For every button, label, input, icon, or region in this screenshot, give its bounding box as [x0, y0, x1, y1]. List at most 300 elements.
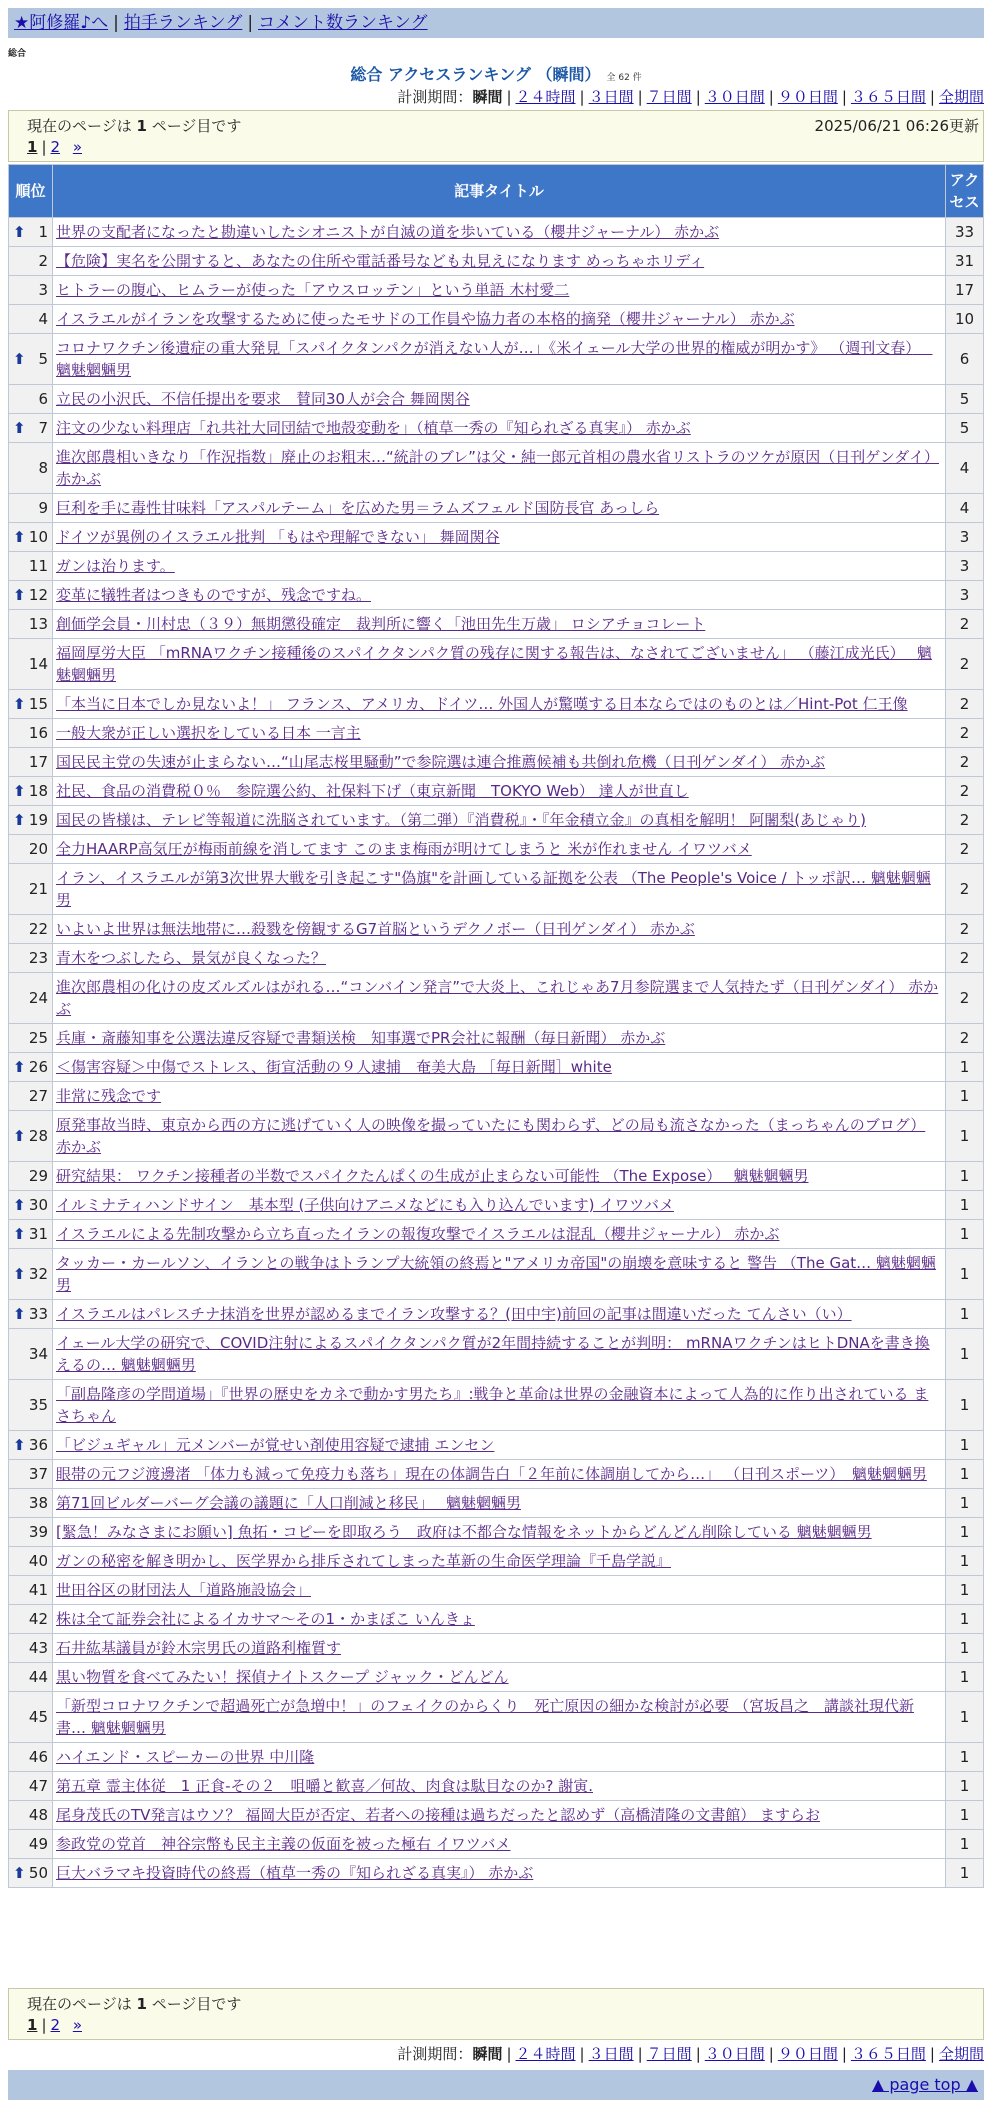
period-current: 瞬間 [472, 88, 503, 106]
article-title-link[interactable]: [緊急！みなさまにお願い] 魚拓・コピーを即取ろう 政府は不都合な情報をネットからどんどん削除している 魑魅魍魎男 [56, 1523, 872, 1541]
rank-number: 29 [28, 1167, 48, 1185]
title-cell [53, 1249, 946, 1300]
ranking-row [9, 610, 984, 639]
ranking-row [9, 944, 984, 973]
period-separator: | [637, 88, 643, 106]
rank-number: 22 [28, 920, 48, 938]
access-count: 2 [946, 748, 984, 777]
article-title-link[interactable]: 石井紘基議員が鈴木宗男氏の道路利権質す [56, 1639, 342, 1657]
title-cell [53, 1460, 946, 1489]
ranking-row [9, 1547, 984, 1576]
title-cell [53, 334, 946, 385]
article-title-link[interactable]: ガンの秘密を解き明かし、医学界から排斥されてしまった革新の生命医学理論『千島学説』 [56, 1552, 672, 1570]
rank-cell [9, 1249, 53, 1300]
rank-number: 46 [28, 1748, 48, 1766]
article-title-link[interactable]: ドイツが異例のイスラエル批判 「もはや理解できない」 舞岡関谷 [56, 528, 500, 546]
title-cell [53, 1663, 946, 1692]
updated-timestamp: 2025/06/21 06:26更新 [814, 117, 979, 135]
rank-cell [9, 523, 53, 552]
article-title-link[interactable]: 第71回ビルダーバーグ会議の議題に「人口削減と移民」 魑魅魍魎男 [56, 1494, 522, 1512]
title-cell [53, 1547, 946, 1576]
rank-number: 8 [38, 459, 48, 477]
rank-cell [9, 1830, 53, 1859]
rank-number: 39 [28, 1523, 48, 1541]
access-count: 4 [946, 443, 984, 494]
article-title-link[interactable]: イェール大学の研究で、COVID注射によるスパイクタンパク質が2年間持続することが判明： mRNAワクチンはヒトDNAを書き換えるの… 魑魅魍魎男 [56, 1334, 930, 1374]
article-title-link[interactable]: 第五章 霊主体従 1 正食-その２ 咀嚼と歓喜／何故、肉食は駄目なのか? 謝寅. [56, 1777, 593, 1795]
title-cell [53, 1380, 946, 1431]
rank-number: 32 [28, 1265, 48, 1283]
ranking-row [9, 1300, 984, 1329]
access-count: 2 [946, 973, 984, 1024]
access-count: 6 [946, 334, 984, 385]
period-option-link[interactable]: ９０日間 [777, 88, 838, 106]
rank-cell [9, 1162, 53, 1191]
article-title-link[interactable]: 巨大バラマキ投資時代の終焉（植草一秀の『知られざる真実』） 赤かぶ [56, 1864, 534, 1882]
rank-number: 7 [38, 419, 48, 437]
page-link[interactable]: 2 [50, 138, 61, 156]
up-arrow-icon: ⬆ [13, 350, 26, 368]
access-count: 1 [946, 1605, 984, 1634]
period-option-link[interactable]: ７日間 [646, 2045, 692, 2063]
period-option-link[interactable]: ３０日間 [704, 2045, 765, 2063]
rank-number: 47 [28, 1777, 48, 1795]
rank-number: 6 [38, 390, 48, 408]
access-count: 3 [946, 523, 984, 552]
up-arrow-icon: ⬆ [13, 1265, 26, 1283]
article-title-link[interactable]: ハイエンド・スピーカーの世界 中川隆 [56, 1748, 315, 1766]
rank-cell [9, 1801, 53, 1830]
article-title-link[interactable]: 眼帯の元フジ渡邊渚 「体力も減って免疫力も落ち」現在の体調告白「２年前に体調崩してから…」 （日刊スポーツ） 魑魅魍魎男 [56, 1465, 927, 1483]
period-option-link[interactable]: ３日間 [588, 88, 634, 106]
rank-number: 25 [28, 1029, 48, 1047]
current-page-prefix: 現在のページは [27, 1995, 132, 2013]
rank-number: 28 [28, 1127, 48, 1145]
title-cell [53, 305, 946, 334]
ranking-title: 総合 アクセスランキング （瞬間） [350, 65, 601, 84]
article-title-link[interactable]: イラン、イスラエルが第3次世界大戦を引き起こす"偽旗"を計画している証拠を公表 （The People's Voice / トッポ訳… 魑魅魍魎男 [56, 869, 931, 909]
up-arrow-icon: ⬆ [13, 1436, 26, 1454]
rank-cell [9, 1663, 53, 1692]
nav-separator: | [113, 13, 119, 33]
rank-cell [9, 1576, 53, 1605]
ranking-row [9, 1249, 984, 1300]
title-cell [53, 1329, 946, 1380]
title-cell [53, 247, 946, 276]
access-count: 31 [946, 247, 984, 276]
applause-ranking-link[interactable]: 拍手ランキング [123, 13, 243, 33]
title-cell [53, 276, 946, 305]
access-count: 2 [946, 1024, 984, 1053]
rank-number: 2 [38, 252, 48, 270]
rank-number: 1 [38, 223, 48, 241]
article-title-link[interactable]: 非常に残念です [56, 1087, 162, 1105]
period-separator: | [579, 88, 585, 106]
ranking-row [9, 1859, 984, 1888]
title-header: 記事タイトル [53, 165, 946, 218]
article-title-link[interactable]: 原発事故当時、東京から西の方に逃げていく人の映像を撮っていたにも関わらず、どの局も流さなかった（まっちゃんのブログ） 赤かぶ [56, 1116, 926, 1156]
access-count: 1 [946, 1082, 984, 1111]
page-separator [64, 138, 69, 156]
rank-cell [9, 1634, 53, 1663]
rank-number: 30 [28, 1196, 48, 1214]
article-title-link[interactable]: タッカー・カールソン、イランとの戦争はトランプ大統領の終焉と"アメリカ帝国"の崩壊を意味すると 警告 （The Gat… 魑魅魍魎男 [56, 1254, 936, 1294]
up-arrow-icon: ⬆ [13, 695, 26, 713]
ranking-row [9, 523, 984, 552]
period-option-link[interactable]: ２４時間 [515, 2045, 576, 2063]
article-title-link[interactable]: 注文の少ない料理店「れ共社大同団結で地殻変動を」（植草一秀の『知られざる真実』） 赤かぶ [56, 419, 691, 437]
current-page-number: 1 [136, 1995, 147, 2013]
next-page-link[interactable]: » [72, 2016, 83, 2034]
total-count: 全 62 件 [606, 73, 642, 83]
period-option-link[interactable]: ３日間 [588, 2045, 634, 2063]
ranking-row [9, 414, 984, 443]
article-title-link[interactable]: 尾身茂氏のTV発言はウソ？ 福岡大臣が否定、若者への接種は過ちだったと認めず（高橋清隆の文書館） ますらお [56, 1806, 820, 1824]
ranking-row [9, 1518, 984, 1547]
article-title-link[interactable]: 進次郎農相の化けの皮ズルズルはがれる…“コンバイン発言”で大炎上、これじゃあ7月参院選まで人気持たず（日刊ゲンダイ） 赤かぶ [56, 978, 939, 1018]
ranking-table [8, 164, 984, 1888]
ranking-row [9, 1663, 984, 1692]
period-separator: | [841, 88, 847, 106]
access-count: 1 [946, 1859, 984, 1888]
title-cell [53, 1830, 946, 1859]
title-cell [53, 1111, 946, 1162]
access-count: 1 [946, 1220, 984, 1249]
ranking-row [9, 581, 984, 610]
rank-number: 42 [28, 1610, 48, 1628]
page-separator: | [41, 138, 47, 156]
access-count: 2 [946, 806, 984, 835]
page-link[interactable]: 2 [50, 2016, 61, 2034]
rank-cell [9, 1300, 53, 1329]
article-title-link[interactable]: 世田谷区の財団法人「道路施設協会」 [56, 1581, 312, 1599]
ranking-row [9, 806, 984, 835]
article-title-link[interactable]: 国民の皆様は、テレビ等報道に洗脳されています。（第二弾）『消費税』・『年金積立金』の真相を解明！ 阿闍梨(あじゃり) [56, 811, 866, 829]
rank-number: 43 [28, 1639, 48, 1657]
article-title-link[interactable]: イスラエルがイランを攻撃するために使ったモサドの工作員や協力者の本格的摘発（櫻井ジャーナル） 赤かぶ [56, 310, 795, 328]
title-cell [53, 806, 946, 835]
title-cell [53, 690, 946, 719]
period-selector [397, 86, 984, 107]
ranking-row [9, 1431, 984, 1460]
ranking-row [9, 690, 984, 719]
rank-number: 16 [28, 724, 48, 742]
access-count: 1 [946, 1692, 984, 1743]
rank-cell [9, 777, 53, 806]
rank-number: 24 [28, 989, 48, 1007]
page-top-link[interactable]: ▲ page top ▲ [871, 2075, 978, 2094]
access-count: 1 [946, 1053, 984, 1082]
title-cell [53, 973, 946, 1024]
rank-cell [9, 1191, 53, 1220]
rank-cell [9, 581, 53, 610]
rank-cell [9, 1692, 53, 1743]
access-count: 2 [946, 719, 984, 748]
rank-cell [9, 806, 53, 835]
period-option-link[interactable]: 全期間 [938, 2045, 984, 2063]
rank-number: 9 [38, 499, 48, 517]
article-title-link[interactable]: 「ビジュギャル」元メンバーが覚せい剤使用容疑で逮捕 エンセン [56, 1436, 495, 1454]
rank-cell [9, 610, 53, 639]
period-separator: | [929, 88, 935, 106]
article-title-link[interactable]: 「新型コロナワクチンで超過死亡が急増中！」のフェイクのからくり 死亡原因の細かな検討が必要 （宮坂昌之 講談社現代新書… 魑魅魍魎男 [56, 1697, 914, 1737]
title-cell [53, 552, 946, 581]
rank-cell [9, 443, 53, 494]
title-cell [53, 1024, 946, 1053]
access-count: 1 [946, 1300, 984, 1329]
rank-cell [9, 1743, 53, 1772]
rank-number: 40 [28, 1552, 48, 1570]
rank-cell [9, 494, 53, 523]
title-cell [53, 1053, 946, 1082]
article-title-link[interactable]: 世界の支配者になったと勘違いしたシオニストが自滅の道を歩いている（櫻井ジャーナル） 赤かぶ [56, 223, 720, 241]
rank-number: 12 [28, 586, 48, 604]
rank-cell [9, 639, 53, 690]
title-cell [53, 385, 946, 414]
title-cell [53, 835, 946, 864]
ranking-row [9, 1772, 984, 1801]
up-arrow-icon: ⬆ [13, 528, 26, 546]
article-title-link[interactable]: 変革に犠牲者はつきものですが、残念ですね。 [56, 586, 372, 604]
title-cell [53, 639, 946, 690]
article-title-link[interactable]: 福岡厚労大臣 「mRNAワクチン接種後のスパイクタンパク質の残存に関する報告は、なされてございません」 （藤江成光氏） 魑魅魍魎男 [56, 644, 932, 684]
access-count: 1 [946, 1191, 984, 1220]
rank-number: 4 [38, 310, 48, 328]
ranking-row [9, 443, 984, 494]
ranking-row [9, 385, 984, 414]
table-header-row [9, 165, 984, 218]
current-page-text [27, 1993, 241, 2014]
article-title-link[interactable]: 一般大衆が正しい選択をしている日本 一言主 [56, 724, 361, 742]
access-count: 3 [946, 581, 984, 610]
article-title-link[interactable]: 社民、食品の消費税０％ 参院選公約、社保料下げ（東京新聞 TOKYO Web） 達人が世直し [56, 782, 689, 800]
access-count: 5 [946, 414, 984, 443]
title-cell [53, 748, 946, 777]
ranking-row [9, 494, 984, 523]
rank-cell [9, 973, 53, 1024]
nav-separator: | [247, 13, 254, 33]
rank-number: 15 [28, 695, 48, 713]
access-count: 33 [946, 218, 984, 247]
period-option-link[interactable]: 全期間 [938, 88, 984, 106]
rank-cell [9, 748, 53, 777]
period-separator: | [768, 88, 774, 106]
access-count: 2 [946, 944, 984, 973]
ranking-row [9, 1024, 984, 1053]
article-title-link[interactable]: ガンは治ります。 [56, 557, 175, 575]
rank-cell [9, 1380, 53, 1431]
article-title-link[interactable]: 「副島隆彦の学問道場」『世界の歴史をカネで動かす男たち』:戦争と革命は世界の金融資本によって人為的に作り出されている まさちゃん [56, 1385, 929, 1425]
article-title-link[interactable]: 巨利を手に毒性甘味料「アスパルテーム」を広めた男＝ラムズフェルド国防長官 あっしら [56, 499, 660, 517]
access-count: 1 [946, 1743, 984, 1772]
ranking-row [9, 552, 984, 581]
rank-number: 34 [28, 1345, 48, 1363]
current-page-prefix: 現在のページは [27, 117, 132, 135]
article-title-link[interactable]: イルミナティハンドサイン 基本型 (子供向けアニメなどにも入り込んでいます) イワツバメ [56, 1196, 674, 1214]
rank-number: 26 [28, 1058, 48, 1076]
article-title-link[interactable]: 進次郎農相いきなり「作況指数」廃止のお粗末…“統計のブレ”は父・純一郎元首相の農水省リストラのツケが原因（日刊ゲンダイ） 赤かぶ [56, 448, 939, 488]
ranking-row [9, 915, 984, 944]
rank-number: 10 [28, 528, 48, 546]
period-option-link[interactable]: ９０日間 [777, 2045, 838, 2063]
rank-cell [9, 414, 53, 443]
access-count: 1 [946, 1634, 984, 1663]
rank-cell [9, 1518, 53, 1547]
access-count: 5 [946, 385, 984, 414]
article-title-link[interactable]: イスラエルによる先制攻撃から立ち直ったイランの報復攻撃でイスラエルは混乱（櫻井ジャーナル） 赤かぶ [56, 1225, 780, 1243]
article-title-link[interactable]: 立民の小沢氏、不信任提出を要求 賛同30人が会合 舞岡関谷 [56, 390, 470, 408]
article-title-link[interactable]: 参政党の党首 神谷宗幣も民主主義の仮面を被った極右 イワツバメ [56, 1835, 511, 1853]
access-count: 1 [946, 1772, 984, 1801]
article-title-link[interactable]: 【危険】実名を公開すると、あなたの住所や電話番号なども丸見えになります めっちゃホリディ [56, 252, 705, 270]
period-option-link[interactable]: ３６５日間 [850, 88, 926, 106]
ranking-row [9, 1743, 984, 1772]
rank-number: 11 [28, 557, 48, 575]
up-arrow-icon: ⬆ [13, 1058, 26, 1076]
title-cell [53, 218, 946, 247]
ranking-row [9, 1460, 984, 1489]
period-option-link[interactable]: ３０日間 [704, 88, 765, 106]
rank-cell [9, 719, 53, 748]
title-cell [53, 443, 946, 494]
up-arrow-icon: ⬆ [13, 586, 26, 604]
period-label: 計測期間： [397, 2045, 473, 2063]
up-arrow-icon: ⬆ [13, 1127, 26, 1145]
article-title-link[interactable]: 青木をつぶしたら、景気が良くなった？ [56, 949, 327, 967]
rank-cell [9, 1489, 53, 1518]
access-count: 10 [946, 305, 984, 334]
ranking-row [9, 1830, 984, 1859]
up-arrow-icon: ⬆ [13, 223, 26, 241]
rank-number: 36 [28, 1436, 48, 1454]
access-count: 1 [946, 1801, 984, 1830]
rank-cell [9, 305, 53, 334]
page-links [27, 138, 82, 156]
rank-number: 49 [28, 1835, 48, 1853]
period-separator: | [695, 2045, 701, 2063]
home-link[interactable]: ★阿修羅♪へ [14, 13, 109, 33]
title-cell [53, 581, 946, 610]
ranking-row [9, 1605, 984, 1634]
article-title-link[interactable]: 創価学会員・川村忠（３９）無期懲役確定 裁判所に響く「池田先生万歳」 ロシアチョコレート [56, 615, 706, 633]
ranking-row [9, 276, 984, 305]
title-cell [53, 777, 946, 806]
period-option-link[interactable]: ３６５日間 [850, 2045, 926, 2063]
access-count: 1 [946, 1162, 984, 1191]
next-page-link[interactable]: » [72, 138, 83, 156]
comment-ranking-link[interactable]: コメント数ランキング [258, 13, 428, 33]
period-selector-bottom [397, 2043, 984, 2064]
article-title-link[interactable]: コロナワクチン後遺症の重大発見「スパイクタンパクが消えない人が…」《米イェール大学の世界的権威が明かす》 （週刊文春） 魑魅魍魎男 [56, 339, 933, 379]
ranking-row [9, 1220, 984, 1249]
title-cell [53, 915, 946, 944]
current-page-text [27, 115, 241, 136]
rank-number: 44 [28, 1668, 48, 1686]
article-title-link[interactable]: 黒い物質を食べてみたい！探偵ナイトスクープ ジャック・どんどん [56, 1668, 509, 1686]
ranking-row [9, 973, 984, 1024]
rank-number: 38 [28, 1494, 48, 1512]
article-title-link[interactable]: 「本当に日本でしか見ないよ！」 フランス、アメリカ、ドイツ… 外国人が驚嘆する日本ならではのものとは／Hint-Pot 仁王像 [56, 695, 908, 713]
article-title-link[interactable]: ＜傷害容疑＞中傷でストレス、街宣活動の９人逮捕 奄美大島 ［毎日新聞］white [56, 1058, 612, 1076]
access-count: 1 [946, 1576, 984, 1605]
current-page-number: 1 [136, 117, 147, 135]
ranking-row [9, 639, 984, 690]
access-count: 1 [946, 1460, 984, 1489]
rank-number: 21 [28, 880, 48, 898]
rank-cell [9, 1431, 53, 1460]
period-separator: | [841, 2045, 847, 2063]
article-title-link[interactable]: イスラエルはパレスチナ抹消を世界が認めるまでイラン攻撃する？(田中宇)前回の記事は間違いだった てんさい（い） [56, 1305, 852, 1323]
rank-cell [9, 690, 53, 719]
access-count: 1 [946, 1329, 984, 1380]
title-cell [53, 1743, 946, 1772]
pager-box-bottom [8, 1988, 984, 2040]
article-title-link[interactable]: いよいよ世界は無法地帯に…殺戮を傍観するG7首脳というデクノボー（日刊ゲンダイ） 赤かぶ [56, 920, 695, 938]
period-separator: | [768, 2045, 774, 2063]
up-arrow-icon: ⬆ [13, 811, 26, 829]
article-title-link[interactable]: 研究結果： ワクチン接種者の半数でスパイクたんぱくの生成が止まらない可能性 （The Expose） 魑魅魍魎男 [56, 1167, 809, 1185]
period-separator: | [695, 88, 701, 106]
title-cell [53, 1634, 946, 1663]
rank-cell [9, 1547, 53, 1576]
access-header: アクセス [946, 165, 984, 218]
pager-box [8, 110, 984, 162]
period-separator: | [929, 2045, 935, 2063]
rank-number: 27 [28, 1087, 48, 1105]
current-page-suffix: ページ目です [151, 1995, 242, 2013]
page-current: 1 [27, 2016, 38, 2034]
access-count: 2 [946, 639, 984, 690]
access-count: 2 [946, 777, 984, 806]
up-arrow-icon: ⬆ [13, 419, 26, 437]
title-cell [53, 864, 946, 915]
article-title-link[interactable]: ヒトラーの腹心、ヒムラーが使った「アウスロッテン」という単語 木村愛二 [56, 281, 570, 299]
top-nav-bar [8, 8, 984, 38]
rank-number: 48 [28, 1806, 48, 1824]
rank-cell [9, 1772, 53, 1801]
title-cell [53, 1489, 946, 1518]
title-cell [53, 610, 946, 639]
ranking-row [9, 719, 984, 748]
ranking-row [9, 1801, 984, 1830]
period-option-link[interactable]: ７日間 [646, 88, 692, 106]
ranking-row [9, 334, 984, 385]
title-cell [53, 1801, 946, 1830]
rank-header: 順位 [9, 165, 53, 218]
up-arrow-icon: ⬆ [13, 782, 26, 800]
article-title-link[interactable]: 全力HAARP高気圧が梅雨前線を消してます このまま梅雨が明けてしまうと 米が作れません イワツバメ [56, 840, 752, 858]
title-cell [53, 523, 946, 552]
title-cell [53, 944, 946, 973]
article-title-link[interactable]: 兵庫・斎藤知事を公選法違反容疑で書類送検 知事選でPR会社に報酬（毎日新聞） 赤かぶ [56, 1029, 666, 1047]
breadcrumb: 総合 [8, 49, 27, 59]
rank-cell [9, 334, 53, 385]
title-cell [53, 1300, 946, 1329]
access-count: 1 [946, 1830, 984, 1859]
period-option-link[interactable]: ２４時間 [515, 88, 576, 106]
article-title-link[interactable]: 株は全て証券会社によるイカサマ〜その1・かまぼこ いんきょ [56, 1610, 475, 1628]
period-separator: | [506, 2045, 512, 2063]
access-count: 1 [946, 1489, 984, 1518]
footer-bar [8, 2070, 984, 2100]
rank-number: 35 [28, 1396, 48, 1414]
rank-cell [9, 1111, 53, 1162]
rank-number: 19 [28, 811, 48, 829]
article-title-link[interactable]: 国民民主党の失速が止まらない…“山尾志桜里騒動”で参院選は連合推薦候補も共倒れ危機（日刊ゲンダイ） 赤かぶ [56, 753, 826, 771]
page-title [0, 62, 992, 85]
up-arrow-icon: ⬆ [13, 1196, 26, 1214]
access-count: 1 [946, 1547, 984, 1576]
